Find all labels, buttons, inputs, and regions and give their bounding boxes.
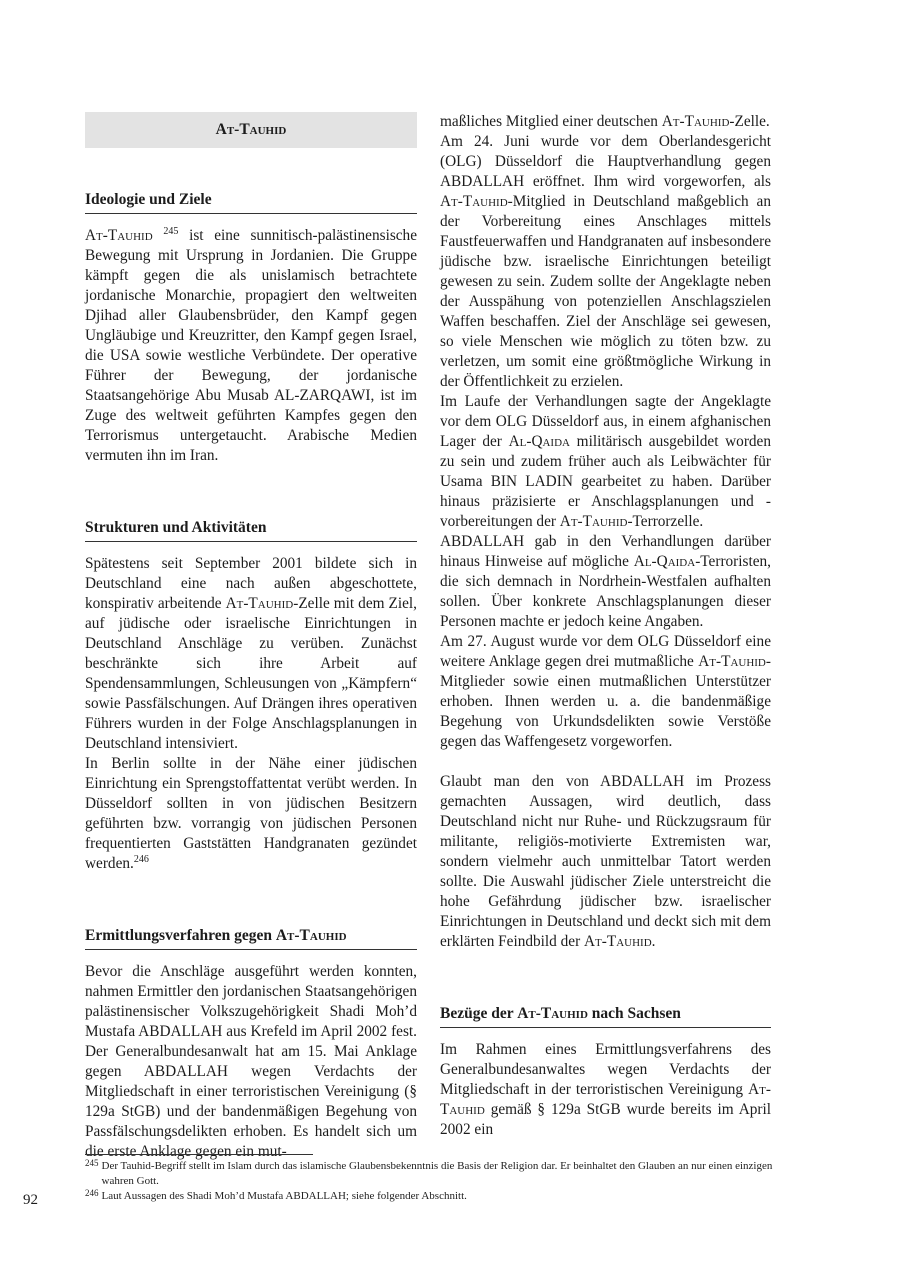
paragraph-anklage [440,632,771,752]
footnote-text: Laut Aussagen des Shadi Moh’d Mustafa ABDALLAH; siehe folgender Abschnitt. [101,1190,467,1202]
paragraph-text: -Terroristen, die sich demnach in Nordrhein-Westfalen aufhalten sollen. Über konkrete Anschlagsplanungen dieser Personen machte er jedoch keine Angaben. [440,553,771,630]
paragraph-aussage [440,392,771,532]
org-name: At-Tauhid [698,653,766,670]
org-name: At-Tauhid [225,595,294,612]
paragraph-text: -Mitglieder sowie einen mutmaßlichen Unterstützer erhoben. Ihnen werden u. a. die bandenmäßige Begehung von Urkundsdelikten sowie Verstöße gegen das Waffengesetz vorgeworfen. [440,653,771,750]
footnote-246 [85,1189,775,1204]
paragraph-berlin [85,754,417,874]
heading-ideologie: Ideologie und Ziele [85,190,417,214]
paragraph-text: -Terrorzelle. [627,513,704,530]
footnotes [85,1154,775,1204]
org-name: At-Tauhid [517,1005,588,1022]
paragraph-hinweise [440,532,771,632]
org-name: At-Tauhid [275,927,347,944]
paragraph-text: . [651,933,656,950]
paragraph-text: Glaubt man den von ABDALLAH im Prozess gemachten Aussagen, wird deutlich, dass Deutschland nicht nur Ruhe- und Rückzugsraum für militante, religiös-motivierte Extremisten war, sondern vielmehr auch unmittelbar Tatort werden sollte. Die Auswahl jüdischer Ziele unterstreicht die hohe Gefährdung jüdischer bzw. israelischer Einrichtungen in Deutschland und deckt sich mit dem erklärten Feindbild der [440,773,771,950]
paragraph-ideologie [85,226,417,466]
paragraph-text: -Zelle mit dem Ziel, auf jüdische oder israelische Einrichtungen in Deutschland Anschläge zu verüben. Zunächst beschränkte sich ihre Arbeit auf Spendensammlungen, Schleusungen von „Kämpfern“ sowie Passfälschungen. Auf Drängen ihres operativen Führers wurden in der Folge Anschlagsplanungen in Deutschland intensiviert. [85,595,417,752]
heading-sachsen [440,1004,771,1028]
org-name: At-Tauhid [440,1081,771,1118]
paragraph-text: Im Laufe der Verhandlungen sagte der Angeklagte vor dem OLG Düsseldorf aus, in einem afghanischen Lager der [440,393,771,450]
heading-text: nach Sachsen [587,1005,681,1022]
paragraph-text: ist eine sunnitisch-palästinensische Bewegung mit Ursprung in Jordanien. Die Gruppe kämpft gegen die als unislamisch betrachtete jordanische Monarchie, propagiert den weltweiten Djihad aller Glaubensbrüder, den Kampf gegen Ungläubige und Kreuzritter, den Kampf gegen Israel, die USA sowie westliche Verbündete. Der operative Führer der Bewegung, der jordanische Staatsangehörige Abu Musab AL-ZARQAWI, ist im Zuge des weltweit geführten Kampfes gegen den Terrorismus untergetaucht. Arabische Medien vermuten ihn im Iran. [85,227,417,464]
footnote-rule [85,1154,313,1155]
paragraph-text: Am 27. August wurde vor dem OLG Düsseldorf eine weitere Anklage gegen drei mutmaßliche [440,633,771,670]
org-name: At-Tauhid [559,513,628,530]
org-name: At-Tauhid [584,933,652,950]
org-name: Al-Qaida [633,553,696,570]
paragraph-text: Am 24. Juni wurde vor dem Oberlandesgericht (OLG) Düsseldorf die Hauptverhandlung gegen ABDALLAH eröffnet. Ihm wird vorgeworfen, als [440,133,771,190]
footnote-ref-245: 245 [163,226,179,237]
footnote-number: 245 [85,1158,99,1168]
footnote-245 [85,1159,775,1189]
footnote-number: 246 [85,1188,99,1198]
paragraph-strukturen [85,554,417,754]
paragraph-text: maßliches Mitglied einer deutschen [440,113,662,130]
section-title-box [85,112,417,148]
footnote-text: Der Tauhid-Begriff stellt im Islam durch das islamische Glaubensbekenntnis die Basis der Religion dar. Er beinhaltet den Glauben an nur einen einzigen wahren Gott. [101,1160,773,1187]
paragraph-text: ABDALLAH gab in den Verhandlungen darüber hinaus Hinweise auf mögliche [440,533,771,570]
paragraph-continuation [440,112,771,132]
right-column [440,112,771,1140]
paragraph-sachsen [440,1040,771,1140]
heading-text: Bezüge der [440,1005,518,1022]
paragraph-text: gemäß § 129a StGB wurde bereits im April 2002 ein [440,1101,771,1138]
paragraph-ermittlung: Bevor die Anschläge ausgeführt werden konnten, nahmen Ermittler den jordanischen Staatsangehörigen palästinensischer Volkszugehörigkeit Shadi Moh’d Mustafa ABDALLAH aus Krefeld im April 2002 fest. Der Generalbundesanwalt hat am 15. Mai Anklage gegen ABDALLAH wegen Verdachts der Mitgliedschaft in einer terroristischen Vereinigung (§ 129a StGB) und der bandenmäßigen Begehung von Passfälschungsdelikten erhoben. Es handelt sich um die erste Anklage gegen ein mut- [85,963,417,1160]
heading-strukturen: Strukturen und Aktivitäten [85,518,417,542]
heading-text: Ermittlungsverfahren gegen [85,927,276,944]
left-column [85,112,417,1162]
paragraph-text: militärisch ausgebildet worden zu sein und zudem früher auch als Leibwächter für Usama BIN LADIN gearbeitet zu haben. Darüber hinaus präzisierte er Anschlagsplanungen und -vorbereitungen der [440,433,771,530]
org-name: At-Tauhid [85,227,153,244]
paragraph-text: Im Rahmen eines Ermittlungsverfahrens des Generalbundesanwaltes wegen Verdachts der Mitgliedschaft in der terroristischen Vereinigung [440,1041,771,1098]
paragraph-text: Spätestens seit September 2001 bildete sich in Deutschland eine nach außen abgeschottete, konspirativ arbeitende [85,555,417,612]
section-title: At-Tauhid [215,121,287,138]
paragraph-hauptverhandlung [440,132,771,392]
org-name: At-Tauhid [661,113,730,130]
page-number: 92 [23,1192,38,1208]
org-name: At-Tauhid [440,193,508,210]
footnote-ref-246: 246 [133,854,149,865]
paragraph-fazit [440,772,771,952]
paragraph-text: In Berlin sollte in der Nähe einer jüdischen Einrichtung ein Sprengstoffattentat verübt werden. In Düsseldorf sollten in von jüdischen Besitzern geführten bzw. vorrangig von jüdischen Personen frequentierten Gaststätten Handgranaten gezündet werden. [85,755,417,872]
paragraph-text: -Mitglied in Deutschland maßgeblich an der Vorbereitung eines Anschlages mittels Faustfeuerwaffen und Handgranaten auf insbesondere jüdische bzw. israelische Einrichtungen beteiligt gewesen zu sein. Zudem sollte der Angeklagte neben der Ausspähung von potenziellen Anschlagszielen Waffen beschaffen. Ziel der Anschläge sei gewesen, so viele Menschen wie möglich zu töten bzw. zu verletzen, um somit eine größtmögliche Wirkung in der Öffentlichkeit zu erzielen. [440,193,771,390]
paragraph-text: -Zelle. [729,113,770,130]
heading-ermittlungsverfahren [85,926,417,950]
org-name: Al-Qaida [508,433,570,450]
